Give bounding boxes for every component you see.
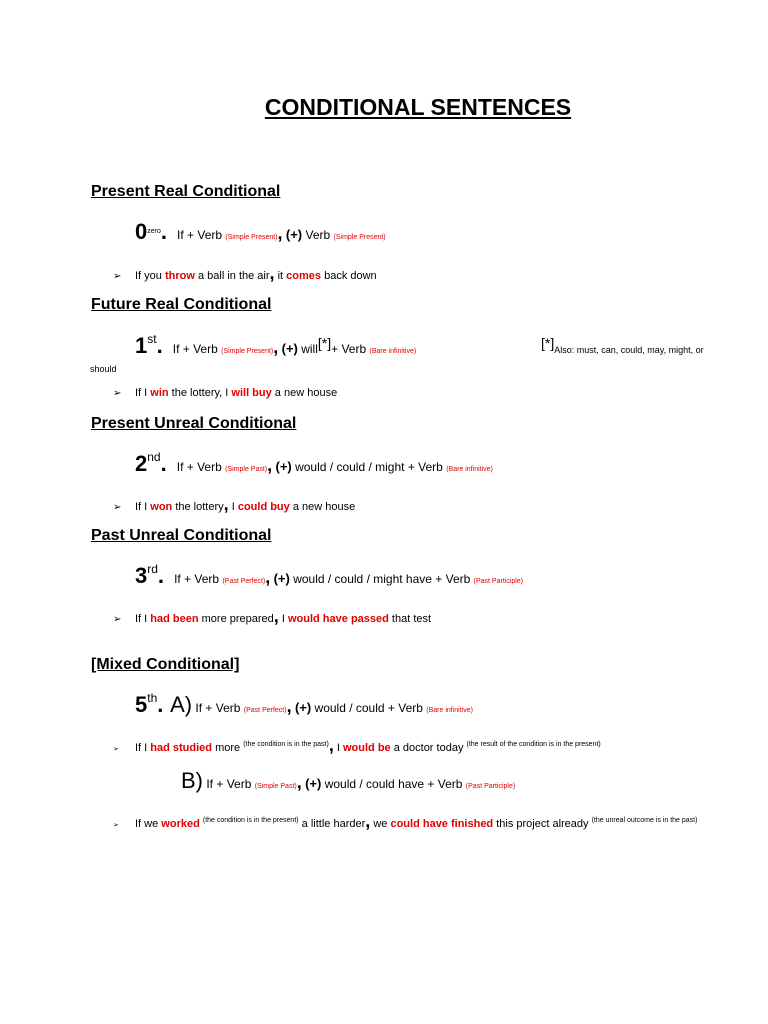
formula-first: 1st. If + Verb (Simple Present), (+) will[*]+ Verb (Bare infinitive) xyxy=(135,332,417,358)
heading-mixed: [Mixed Conditional] xyxy=(91,656,240,673)
example-zero: ➢ If you throw a ball in the air, it comes back down xyxy=(113,263,377,283)
bullet-arrow-icon: ➢ xyxy=(113,502,122,513)
heading-present-real: Present Real Conditional xyxy=(91,183,281,200)
tense-label: (Simple Present) xyxy=(333,234,386,241)
verb: Verb xyxy=(305,228,331,242)
footnote-continuation: should xyxy=(90,364,117,374)
heading-present-unreal: Present Unreal Conditional xyxy=(91,415,297,432)
cond-dot: . xyxy=(160,219,167,244)
footnote-also: [*]Also: must, can, could, may, might, or xyxy=(541,335,704,355)
option-a-label: A) xyxy=(170,692,193,717)
bullet-arrow-icon: ➢ xyxy=(113,822,119,829)
bullet-arrow-icon: ➢ xyxy=(113,614,122,625)
plus-sign: (+) xyxy=(285,227,303,242)
if-verb: If + Verb xyxy=(177,228,223,242)
bullet-arrow-icon: ➢ xyxy=(113,388,122,399)
heading-past-unreal: Past Unreal Conditional xyxy=(91,527,272,544)
example-fifth-a: ➢ If I had studied more $^{(the condition is in the past)}$, I would be a doctor today $^{(the result of the condition is in the present)}$ xyxy=(113,735,601,755)
comma: , xyxy=(277,223,283,243)
example-third: ➢ If I had been more prepared, I would have passed that test xyxy=(113,606,432,626)
formula-third: 3rd. If + Verb (Past Perfect), (+) would / could / might have + Verb (Past Participle) xyxy=(135,562,524,588)
tense-label: (Simple Present) xyxy=(225,234,278,241)
example-first: ➢ If I win the lottery, I will buy a new house xyxy=(113,387,338,399)
page-title: CONDITIONAL SENTENCES xyxy=(264,94,572,120)
heading-future-real: Future Real Conditional xyxy=(91,296,272,313)
option-b-label: B) xyxy=(181,768,203,793)
formula-fifth-b: B) If + Verb (Simple Past), (+) would / could have + Verb (Past Participle) xyxy=(181,768,516,793)
example-fifth-b: ➢ If we worked $^{(the condition is in the present)}$ a little harder, we could have finished this project already $^{(the unreal outcome is in the past)}$ xyxy=(113,811,698,831)
cond-sup: zero xyxy=(147,228,161,235)
asterisk-note-ref: [*] xyxy=(317,335,332,351)
formula-zero xyxy=(135,221,386,243)
bullet-arrow-icon: ➢ xyxy=(113,746,119,753)
formula-second: 2nd. If + Verb (Simple Past), (+) would / could / might + Verb (Bare infinitive) xyxy=(135,450,493,476)
bullet-arrow-icon: ➢ xyxy=(113,271,122,282)
example-second: ➢ If I won the lottery, I could buy a new house xyxy=(113,494,356,514)
formula-fifth-a: 5th. A) If + Verb (Past Perfect), (+) would / could + Verb (Bare infinitive) xyxy=(135,691,473,717)
cond-number: 0 xyxy=(135,219,148,244)
